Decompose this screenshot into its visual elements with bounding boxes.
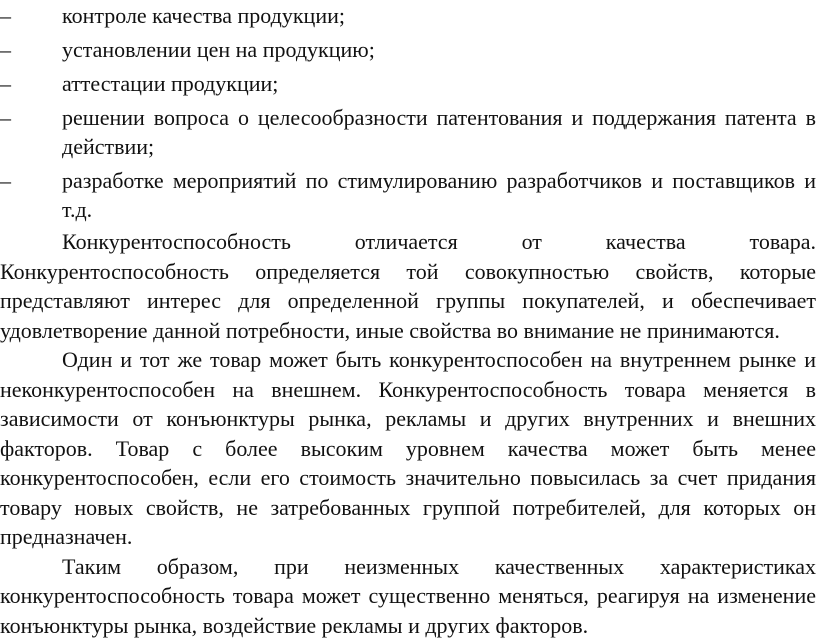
list-item — [0, 35, 816, 64]
list-item-text: разработке мероприятий по стимулированию разработчиков и поставщиков и т.д. — [62, 168, 816, 222]
list-item — [0, 103, 816, 161]
list-item — [0, 1, 816, 30]
dash-marker: – — [0, 103, 20, 132]
paragraph-competitiveness: Конкурентоспособность отличается от качества товара. Конкурентоспособность определяется той совокупностью свойств, которые представляют интерес для определенной группы покупателей, и обеспечивает удовлетворение данной потребности, иные свойства во внимание не принимаются. — [0, 227, 816, 345]
list-item-text: аттестации продукции; — [62, 71, 278, 96]
list-item-text: решении вопроса о целесообразности патентования и поддержания патента в действии; — [62, 105, 816, 159]
paragraph-conclusion: Таким образом, при неизменных качественных характеристиках конкурентоспособность товара может существенно меняться, реагируя на изменение конъюнктуры рынка, воздействие рекламы и других факторов. — [0, 552, 816, 640]
dash-marker: – — [0, 166, 20, 195]
list-item-text: установлении цен на продукцию; — [62, 37, 375, 62]
bullet-list — [0, 1, 816, 224]
dash-marker: – — [0, 35, 20, 64]
list-item-text: контроле качества продукции; — [62, 3, 345, 28]
dash-marker: – — [0, 1, 20, 30]
dash-marker: – — [0, 69, 20, 98]
list-item — [0, 166, 816, 224]
list-item — [0, 69, 816, 98]
paragraph-same-product: Один и тот же товар может быть конкурентоспособен на внутреннем рынке и неконкурентоспособен на внешнем. Конкурентоспособность товара меняется в зависимости от конъюнктуры рынка, рекламы и других внутренних и внешних факторов. Товар с более высоким уровнем качества может быть менее конкурентоспособен, если его стоимость значительно повысилась за счет придания товару новых свойств, не затребованных группой потребителей, для которых он предназначен. — [0, 345, 816, 552]
